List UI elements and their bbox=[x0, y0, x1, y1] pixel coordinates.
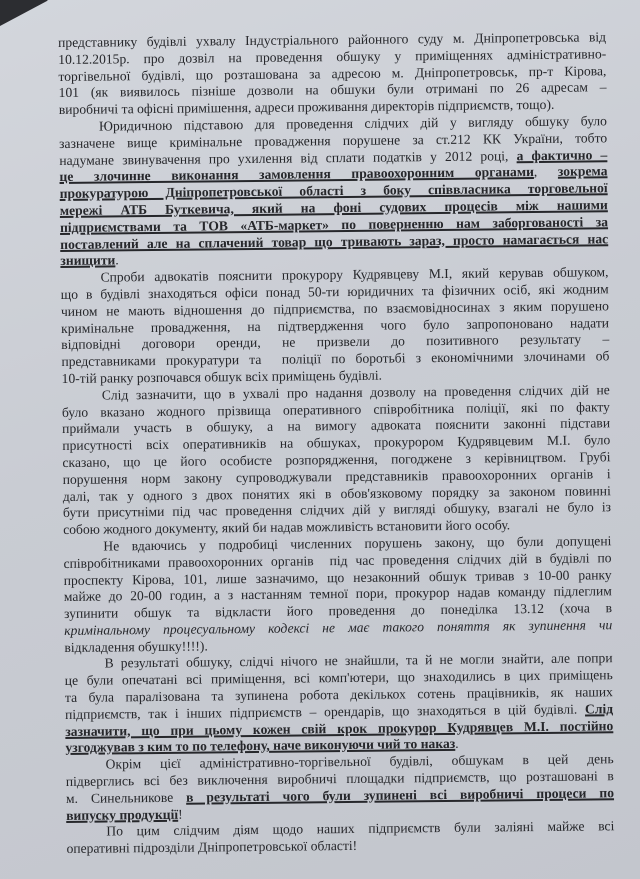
emphasized-text: Слід bbox=[584, 701, 614, 717]
body-text: Не вдаючись у подробиці численних порушень закону, що були допущені bbox=[103, 533, 612, 554]
body-text: торгівельної будівлі, що розташована за адресою м. Дніпропетровськ, пр-т Кірова, bbox=[58, 62, 607, 84]
emphasized-text: в результаті чого були зупинені всі виробничі процеси по bbox=[186, 785, 615, 805]
body-text: далі, так у одного з двох понятих які в обов'язковому порядку за законом повинні bbox=[62, 482, 611, 504]
emphasized-text: поставлений але на сплачений товар що тривають зараз, просто намагається нас bbox=[60, 230, 609, 252]
body-text: було вказано жодного прізвища оперативного співробітника поліції, які по факту bbox=[61, 398, 610, 420]
body-text: співробітниками правоохоронних органів під час проведення слідчих дій в будівлі по bbox=[63, 549, 612, 571]
body-text: 10-тій ранку розпочався обшук всіх приміщень будівлі. bbox=[61, 367, 383, 386]
body-text: присутності всіх оперативників на обшуках, прокурором Кудрявцевим М.І. було bbox=[62, 432, 611, 454]
body-text: . bbox=[455, 736, 459, 752]
emphasized-text: прокуратурою Дніпропетровської області з боку співвласника торговельної bbox=[59, 180, 608, 202]
body-text: кримінальне провадження, на підтвердження чого було запропоновано надати bbox=[60, 314, 610, 336]
body-text: представниками прокуратури та поліції по боротьбі з економічними злочинами об bbox=[61, 348, 610, 370]
document-page bbox=[58, 29, 615, 858]
body-text: чином не мають відношення до підприємства, по взаємовідносинах з яким порушено bbox=[60, 297, 609, 319]
emphasized-text: це злочинне виконання замовлення правоохоронним органами bbox=[59, 164, 534, 185]
emphasized-text: підприємствами та ТОВ «АТБ-маркет» по поверненню нам заборгованості за bbox=[59, 214, 609, 235]
body-text: По цим слідчим діям щодо наших підприємств були заліяні майже всі bbox=[106, 818, 615, 839]
body-text: , bbox=[533, 164, 558, 180]
body-text: проспекту Кірова, 101, лише зазначимо, що незаконний обшук тривав з 10-00 ранку bbox=[63, 566, 612, 588]
body-text: надумане звинувачення про ухилення від сплати податків у 2012 році, bbox=[59, 147, 517, 168]
emphasized-text: зокрема bbox=[557, 163, 608, 180]
body-text: відповідні договори оренди, не призвели до позитивного результату – bbox=[61, 331, 610, 353]
body-text: порушення норм закону супроводжували представників правоохоронних органів і bbox=[62, 465, 611, 487]
body-text: Окрім цієї адміністративно-торгівельної будівлі, обшукам в цей день bbox=[105, 751, 614, 772]
body-text: оперативні підрозділи Дніпропетровської області! bbox=[66, 838, 358, 857]
body-text: В результаті обшуку, слідчі нічого не знайшли, та й не могли знайти, але попри bbox=[104, 650, 613, 672]
emphasized-text: зазначити, що при цьому кожен свій крок прокурор Кудрявцев М.І. постійно bbox=[65, 717, 614, 739]
photo-dark-corner bbox=[0, 0, 48, 34]
body-text: майже до 20-00 годин, а з настанням темної пори, прокурор надав команду підлеглим bbox=[63, 583, 612, 605]
body-text: підприємств, так і інших підприємств – орендарів, що знаходяться в цій будівлі. bbox=[65, 701, 586, 722]
body-text: відкладення обушку!!!!). bbox=[64, 638, 208, 655]
emphasized-text: а фактично – bbox=[516, 146, 608, 163]
body-text: кримінальному процесуальному кодексі не має такого поняття як зупинення чи bbox=[64, 617, 613, 638]
body-text: Слід зазначити, що в ухвалі про надання дозволу на проведення слідчих дій не bbox=[101, 381, 610, 403]
body-text: собою жодного документу, який би надав можливість встановити його особу. bbox=[63, 517, 511, 538]
body-text: підверглись всі без виключення виробничі площадки підприємств, що розташовані в bbox=[65, 768, 614, 790]
emphasized-text: випуску продукції bbox=[66, 806, 179, 823]
body-text: виробничі та офісні примішення, адреси проживання директорів підприємств, тощо). bbox=[58, 96, 555, 118]
body-text: та була паралізована та зупинена робота декількох сотень працівників, як наших bbox=[64, 684, 613, 706]
body-text: приймали участь в обшуку, а на вимогу адвоката пояснити законні підстави bbox=[62, 415, 611, 437]
emphasized-text: узгоджував з ким то по телефону, наче виконуючи чий то наказ bbox=[65, 736, 456, 756]
body-text: зупинити обшук та відкласти його проведення до понеділка 13.12 (хоча в bbox=[63, 600, 613, 622]
body-text: бути присутніми під час проведення слідчих дій у вигляді обшуку, взагалі не було із bbox=[62, 499, 612, 521]
emphasized-text: мережі АТБ Буткевича, який на фоні судових процесів між нашими bbox=[59, 197, 608, 218]
body-text: це були опечатані всі приміщення, всі комп'ютери, що знаходились в цих приміщень bbox=[64, 667, 613, 689]
body-text: зазначене вище кримінальне провадження порушене за ст.212 КК України, тобто bbox=[59, 130, 608, 151]
body-text: Спроби адвокатів пояснити прокурору Кудрявцеву М.І, який керував обшуком, bbox=[100, 264, 609, 285]
emphasized-text: знищити bbox=[60, 252, 116, 269]
body-text: м. Синельникове bbox=[65, 789, 187, 806]
body-text: Юридичною підставою для проведення слідчих дій у вигляду обшуку було bbox=[98, 113, 608, 134]
body-text: 10.12.2015р. про дозвіл на проведення обшуку у приміщеннях адміністративно- bbox=[58, 46, 607, 67]
body-text: ! bbox=[178, 806, 183, 822]
body-text: представнику будівлі ухвалу Індустріального районного суду м. Дніпропетровська від bbox=[58, 29, 607, 50]
body-text: 101 (як виявилось пізніше дозволи на обшуки були отримані по 26 адресам – bbox=[58, 79, 607, 101]
body-text: . bbox=[115, 252, 119, 268]
body-text: сказано, що це його особисте розпорядження, погоджене з керівництвом. Грубі bbox=[62, 449, 611, 470]
body-text: що в будівлі знаходяться офіси понад 50-ти юридичних та фізичних осіб, які жодним bbox=[60, 281, 609, 302]
